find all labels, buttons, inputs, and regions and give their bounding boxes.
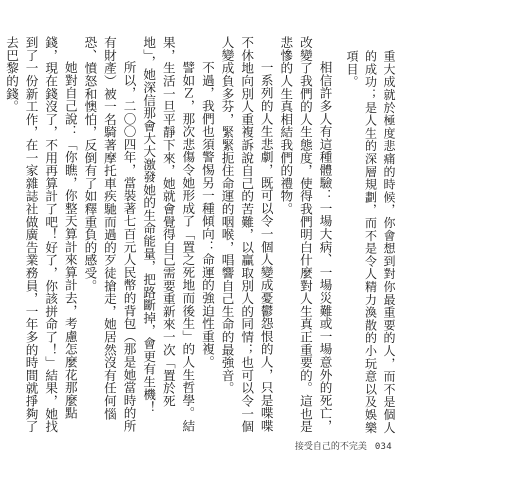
running-title: 接受自己的不完美 xyxy=(294,442,367,452)
paragraph-4: 譬如Ｚ，那次悲傷令她形成了「置之死地而後生」的人生哲學。結果，生活一旦平靜下來，她就會覺得自己需要重新來一次「置於死地」，她深信那會大大激發她的生命能量，把路斷掉，會更有生機！ xyxy=(141,36,196,433)
page-footer xyxy=(295,439,392,452)
paragraph-3: 不過，我們也須警惕另一種傾向：命運的強迫性重複。 xyxy=(199,61,215,369)
body-text xyxy=(4,36,398,436)
paragraph-2: 一系列的人生悲劇，既可以令一個人變成憂鬱怨恨的人，只是喋喋不休地向別人重複訴說自己的苦難，以贏取別人的同情；也可以令一個人變成負多芬，緊緊扼住命運的咽喉，唱響自己生命的最強音。 xyxy=(219,36,274,433)
page-number: 034 xyxy=(374,442,392,452)
paragraph-1: 相信許多人有這種體驗：一場大病、一場災難或一場意外的死亡，改變了我們的人生態度，使得我們明白什麼對人生真正重要的。這也是悲慘的人生真相結我們的禮物。 xyxy=(278,36,333,433)
paragraph-5: 所以，二〇〇四年，當裝著七百元人民幣的背包（那是她當時的所有財產）被一名騎著摩托車疾馳而過的歹徒搶走，她居然沒有任何惱恐、憤怒和懊怕，反倒有了如釋重負的感受。 xyxy=(82,36,137,433)
epigraph-quote: 重大成就於極度悲痛的時候，你會想到對你最重要的人，而不是個人的成功；是人生的深層規劃，而不是令人精力渙散的小玩意以及娛樂項目。 xyxy=(345,50,396,434)
paragraph-6: 她對自己說：「你瞧，你整天算計來算計去，考慮怎麼花那麼點錢，現在錢沒了，不用再算計了吧！好了，你該拼命了！」結果，她找到了一份新工作，在一家雜誌社做廣告業務員，一年多的時間就掙夠了去巴黎的錢。 xyxy=(4,36,78,433)
